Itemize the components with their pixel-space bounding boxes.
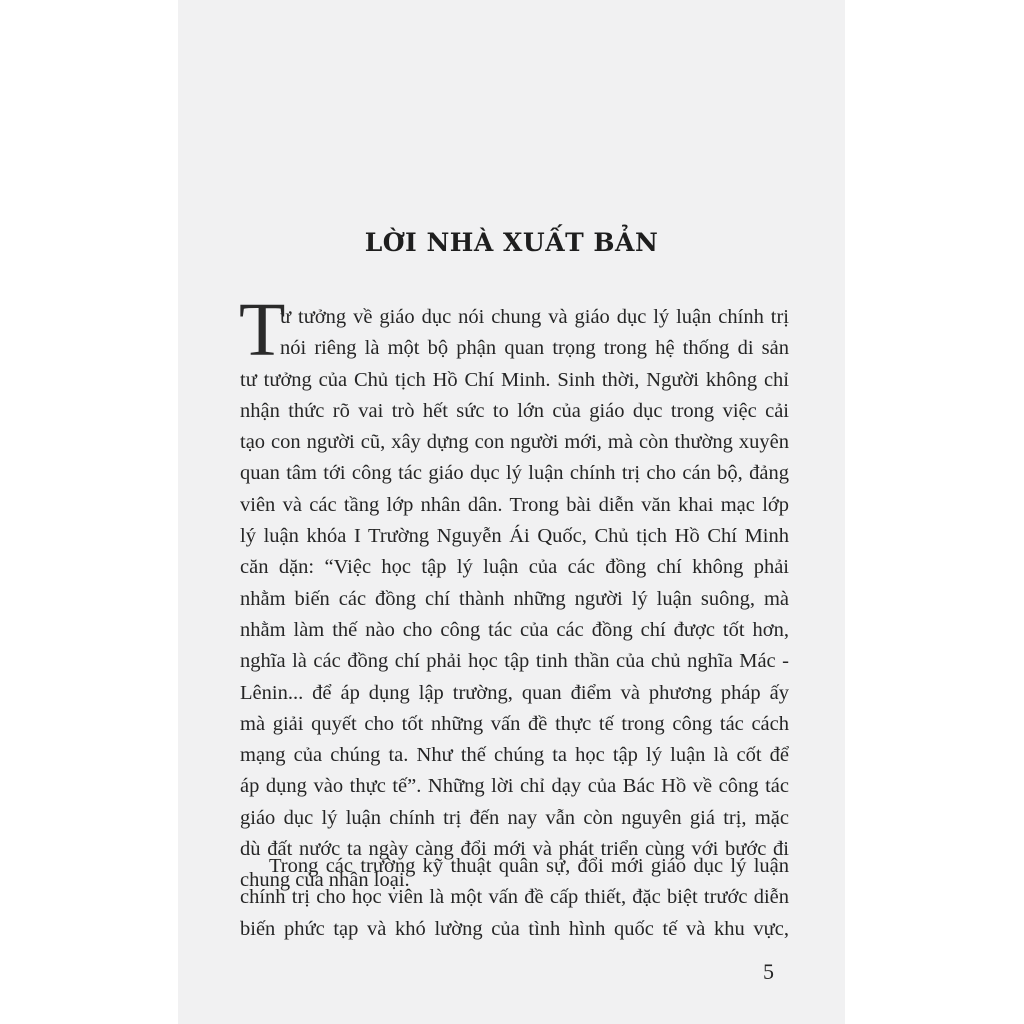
book-page [178,0,845,1024]
text-line: dù đất nước ta ngày càng đổi mới và phát triển cùng với bước đi [240,838,789,861]
text-line: nhằm biến các đồng chí thành những người lý luận suông, mà [240,587,789,610]
text-line: chung của nhân loại. [240,869,410,892]
text-line: nhận thức rõ vai trò hết sức to lớn của giáo dục trong việc cải [240,399,789,422]
text-line: nhằm làm thế nào cho công tác của các đồng chí được tốt hơn, [240,618,789,641]
text-line: mạng của chúng ta. Như thế chúng ta học tập lý luận là cốt để [240,744,789,767]
drop-cap: T [239,288,286,372]
text-line: nói riêng là một bộ phận quan trọng trong hệ thống di sản [280,337,789,360]
paragraph-2 [240,851,789,945]
text-line: Trong các trường kỹ thuật quân sự, đổi mới giáo dục lý luận [269,855,789,877]
text-line: biến phức tạp và khó lường của tình hình quốc tế và khu vực, [240,917,789,940]
text-line: chính trị cho học viên là một vấn đề cấp thiết, đặc biệt trước diễn [240,886,789,909]
text-line: viên và các tầng lớp nhân dân. Trong bài diễn văn khai mạc lớp [240,493,789,516]
text-line: ư tưởng về giáo dục nói chung và giáo dục lý luận chính trị [280,306,789,328]
page-title: LỜI NHÀ XUẤT BẢN [364,228,659,257]
text-line: nghĩa là các đồng chí phải học tập tinh thần của chủ nghĩa Mác - [240,650,789,673]
text-line: quan tâm tới công tác giáo dục lý luận chính trị cho cán bộ, đảng [240,462,789,485]
text-line: áp dụng vào thực tế”. Những lời chỉ dạy của Bác Hồ về công tác [240,775,789,798]
text-line: Lênin... để áp dụng lập trường, quan điểm và phương pháp ấy [240,681,789,704]
text-line: tư tưởng của Chủ tịch Hồ Chí Minh. Sinh thời, Người không chỉ [240,368,789,391]
page-number: 5 [763,959,774,984]
text-line: căn dặn: “Việc học tập lý luận của các đồng chí không phải [240,556,789,579]
text-line: mà giải quyết cho tốt những vấn đề thực tế trong công tác cách [240,712,789,735]
text-line: giáo dục lý luận chính trị đến nay vẫn còn nguyên giá trị, mặc [240,806,789,829]
text-line: lý luận khóa I Trường Nguyễn Ái Quốc, Chủ tịch Hồ Chí Minh [240,525,789,548]
text-line: tạo con người cũ, xây dựng con người mới, mà còn thường xuyên [240,431,789,454]
paragraph-1 [240,302,789,897]
